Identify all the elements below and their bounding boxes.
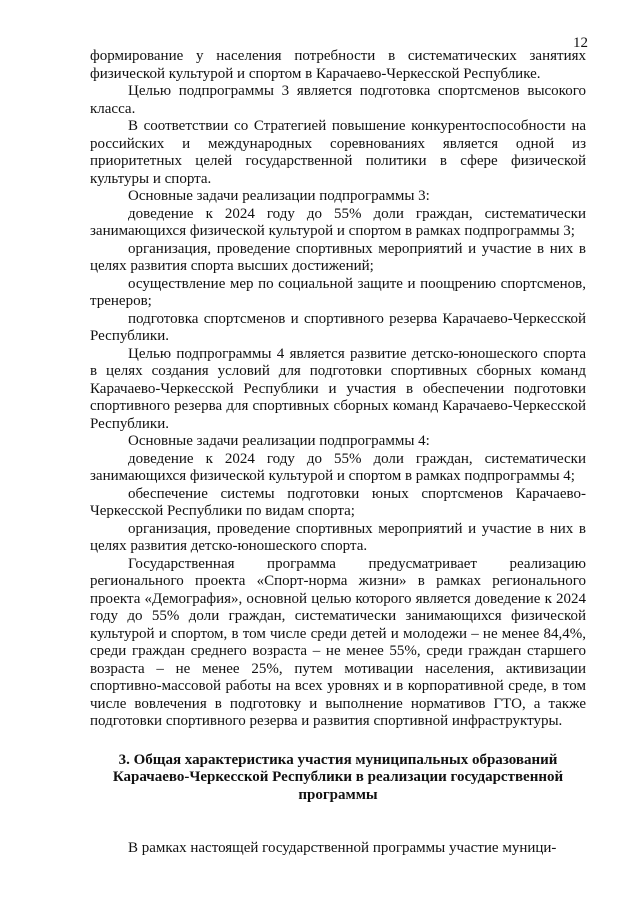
paragraph: Государственная программа предусматривает реализацию регионального проекта «Спорт-норма жизни» в рамках регионального проекта «Демография», основной целью которого является доведение к 2024 году до 55% доли граждан, систематически занимающихся физической культурой и спортом, в том числе среди детей и молодежи – не менее 84,4%, среди граждан среднего возраста – не менее 55%, среди граждан старшего возраста – не менее 25%, путем мотивации населения, активизации спортивно-массовой работы на всех уровнях и в корпоративной среде, в том числе вовлечения в подготовку и выполнение нормативов ГТО, а также подготовки спортивного резерва и развития спортивной инфраструктуры.: [90, 555, 586, 729]
paragraph: В соответствии со Стратегией повышение конкурентоспособности на российских и международных соревнованиях является одной из приоритетных целей государственной политики в сфере физической культуры и спорта.: [90, 118, 586, 187]
paragraph: Целью подпрограммы 3 является подготовка спортсменов высокого класса.: [90, 83, 586, 117]
document-body: [90, 48, 586, 858]
paragraph: Основные задачи реализации подпрограммы 4:: [128, 433, 430, 449]
paragraph: доведение к 2024 году до 55% доли граждан, систематически занимающихся физической культурой и спортом в рамках подпрограммы 4;: [90, 450, 586, 484]
paragraph: подготовка спортсменов и спортивного резерва Карачаево-Черкесской Республики.: [90, 310, 586, 344]
paragraph: осуществление мер по социальной защите и поощрению спортсменов, тренеров;: [90, 275, 586, 309]
paragraph: организация, проведение спортивных мероприятий и участие в них в целях развития спорта высших достижений;: [90, 240, 586, 274]
paragraph: обеспечение системы подготовки юных спортсменов Карачаево-Черкесской Республики по видам спорта;: [90, 485, 586, 519]
paragraph: формирование у населения потребности в систематических занятиях физической культурой и спортом в Карачаево-Черкесской Республике.: [90, 48, 586, 82]
paragraph: Целью подпрограммы 4 является развитие детско-юношеского спорта в целях создания условий для подготовки спортивных сборных команд Карачаево-Черкесской Республики и участия в обеспечении подготовки спортивного резерва для спортивных сборных команд Карачаево-Черкесской Республики.: [90, 345, 586, 432]
paragraph: доведение к 2024 году до 55% доли граждан, систематически занимающихся физической культурой и спортом в рамках подпрограммы 3;: [90, 205, 586, 239]
paragraph: организация, проведение спортивных мероприятий и участие в них в целях развития детско-юношеского спорта.: [90, 520, 586, 554]
page-number: 12: [573, 35, 588, 51]
paragraph: Основные задачи реализации подпрограммы 3:: [128, 188, 430, 204]
closing-line: В рамках настоящей государственной программы участие муници-: [128, 840, 557, 856]
section-heading: 3. Общая характеристика участия муниципальных образований Карачаево-Черкесской Республики в реализации государственной программы: [112, 751, 564, 803]
